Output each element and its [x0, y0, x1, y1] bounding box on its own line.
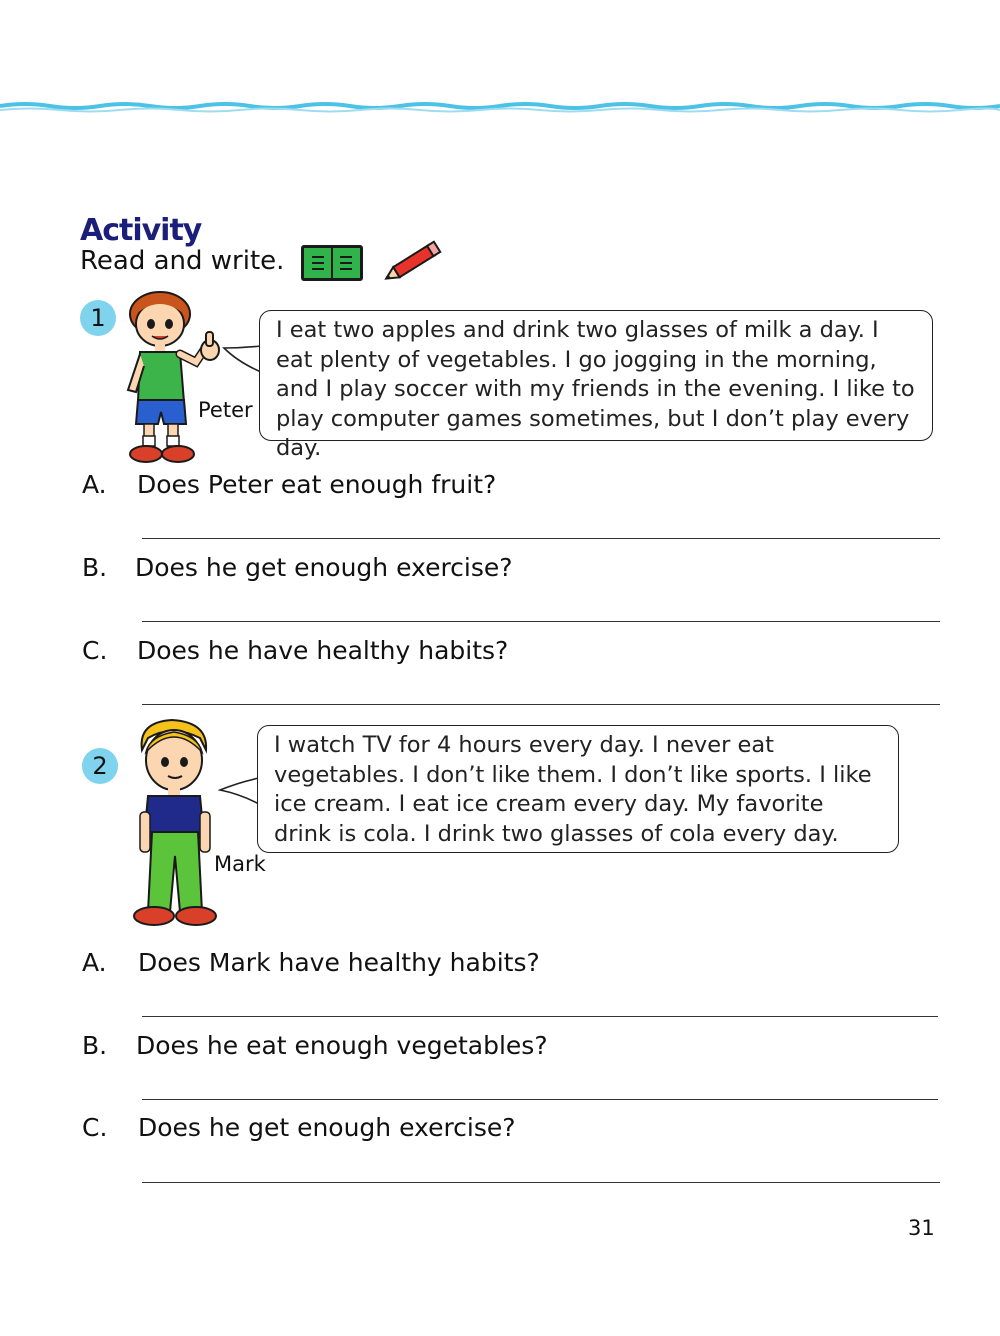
section-2-question-a-letter: A. — [82, 948, 107, 977]
page-number: 31 — [908, 1216, 935, 1240]
section-1-number-badge: 1 — [80, 300, 116, 336]
section-1-question-a-letter: A. — [82, 470, 107, 499]
section-1-question-a: Does Peter eat enough fruit? — [137, 470, 497, 499]
activity-heading — [80, 214, 284, 276]
peter-illustration — [118, 290, 228, 465]
section-1-question-c-letter: C. — [82, 636, 108, 665]
activity-title: Activity — [80, 213, 202, 248]
pencil-icon — [380, 240, 446, 286]
book-icon — [300, 244, 364, 282]
section-1-question-b: Does he get enough exercise? — [135, 553, 513, 582]
section-2-question-c-letter: C. — [82, 1113, 108, 1142]
section-2-question-c: Does he get enough exercise? — [138, 1113, 516, 1142]
header-wave-line — [0, 92, 1000, 122]
section-1-character-name: Peter — [198, 398, 253, 422]
section-1-bubble-tail — [222, 340, 264, 380]
section-2-number-badge: 2 — [82, 748, 118, 784]
section-2-bubble-tail — [218, 772, 262, 812]
section-1-speech-bubble: I eat two apples and drink two glasses of milk a day. I eat plenty of vegetables. I go jogging in the morning, and I play soccer with my friends in the evening. I like to play computer games sometimes, but I don’t play every day. — [259, 310, 933, 441]
section-1-question-b-letter: B. — [82, 553, 108, 582]
mark-illustration — [128, 716, 224, 928]
section-2-character-name: Mark — [214, 852, 266, 876]
activity-instruction: Read and write. — [80, 246, 285, 276]
section-2-question-a: Does Mark have healthy habits? — [138, 948, 540, 977]
section-1-answer-line-b[interactable] — [142, 621, 940, 622]
section-1-answer-line-a[interactable] — [142, 538, 940, 539]
section-2-answer-line-b[interactable] — [142, 1099, 938, 1100]
section-2-question-b-letter: B. — [82, 1031, 108, 1060]
section-2-speech-bubble: I watch TV for 4 hours every day. I never eat vegetables. I don’t like them. I don’t like sports. I like ice cream. I eat ice cream every day. My favorite drink is cola. I drink two glasses of cola every day. — [257, 725, 899, 853]
section-2-answer-line-a[interactable] — [142, 1016, 938, 1017]
section-1-answer-line-c[interactable] — [142, 704, 940, 705]
section-2-answer-line-c[interactable] — [142, 1182, 940, 1183]
section-2-question-b: Does he eat enough vegetables? — [136, 1031, 548, 1060]
section-1-question-c: Does he have healthy habits? — [137, 636, 509, 665]
